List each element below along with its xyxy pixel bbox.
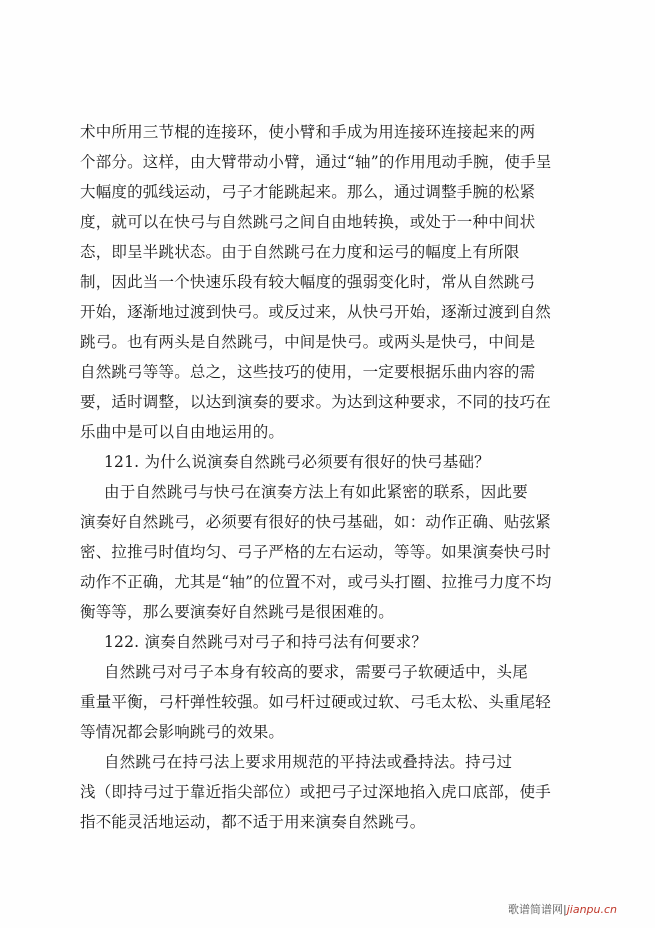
text-line: 自然跳弓对弓子本身有较高的要求，需要弓子软硬适中，头尾 [104, 663, 528, 681]
text-line: 开始，逐渐地过渡到快弓。或反过来，从快弓开始，逐渐过渡到自然 [80, 303, 552, 321]
watermark-site-name: 歌谱简谱网 [508, 903, 563, 916]
text-line: 演奏好自然跳弓，必须要有很好的快弓基础，如：动作正确、贴弦紧 [80, 513, 552, 531]
text-line: 术中所用三节棍的连接环，使小臂和手成为用连接环连接起来的两 [80, 123, 536, 141]
text-line: 重量平衡，弓杆弹性较强。如弓杆过硬或过软、弓毛太松、头重尾轻 [80, 693, 552, 711]
text-line: 浅（即持弓过于靠近指尖部位）或把弓子过深地掐入虎口底部，使手 [80, 783, 552, 801]
text-line: 衡等等，那么要演奏好自然跳弓是很困难的。 [80, 603, 395, 621]
text-line: 个部分。这样，由大臂带动小臂，通过“轴”的作用甩动手腕，使手呈 [80, 153, 552, 171]
text-line: 乐曲中是可以自由地运用的。 [80, 423, 285, 441]
text-line: 跳弓。也有两头是自然跳弓，中间是快弓。或两头是快弓，中间是 [80, 333, 536, 351]
question-heading-122: 122. 演奏自然跳弓对弓子和持弓法有何要求？ [104, 633, 428, 651]
text-line: 由于自然跳弓与快弓在演奏方法上有如此紧密的联系，因此要 [104, 483, 528, 501]
text-line: 动作不正确，尤其是“轴”的位置不对，或弓头打圈、拉推弓力度不均 [80, 573, 552, 591]
text-line: 态，即呈半跳状态。由于自然跳弓在力度和运弓的幅度上有所限 [80, 243, 520, 261]
question-heading-121: 121. 为什么说演奏自然跳弓必须要有很好的快弓基础？ [104, 453, 490, 471]
text-line: 自然跳弓在持弓法上要求用规范的平持法或叠持法。持弓过 [104, 753, 513, 771]
body-text [80, 117, 570, 837]
text-line: 要，适时调整，以达到演奏的要求。为达到这种要求，不同的技巧在 [80, 393, 552, 411]
site-watermark: 歌谱简谱网|jianpu.cn [508, 903, 618, 916]
text-line: 自然跳弓等等。总之，这些技巧的使用，一定要根据乐曲内容的需 [80, 363, 536, 381]
text-line: 度，就可以在快弓与自然跳弓之间自由地转换，或处于一种中间状 [80, 213, 536, 231]
text-line: 指不能灵活地运动，都不适于用来演奏自然跳弓。 [80, 813, 426, 831]
text-line: 制，因此当一个快速乐段有较大幅度的强弱变化时，常从自然跳弓 [80, 273, 536, 291]
text-line: 等情况都会影响跳弓的效果。 [80, 723, 285, 741]
text-line: 大幅度的弧线运动，弓子才能跳起来。那么，通过调整手腕的松紧 [80, 183, 536, 201]
watermark-domain: jianpu.cn [566, 903, 618, 916]
text-line: 密、拉推弓时值均匀、弓子严格的左右运动，等等。如果演奏快弓时 [80, 543, 552, 561]
